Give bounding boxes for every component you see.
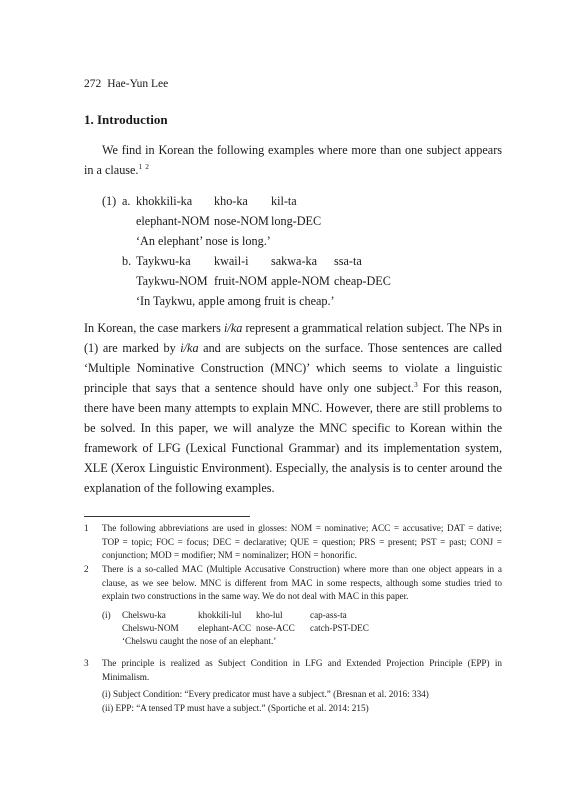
footnote-2-example-word-1: Chelswu-ka bbox=[122, 610, 166, 620]
footnote-1-text: The following abbreviations are used in glosses: NOM = nominative; ACC = accusative; DAT = dative; TOP = topic; FOC = focus; DEC = declarative; QUE = question; PRS = present; PST = past; CONJ = conjunction; MOD = modifier; NM = nominalizer; HON = honorific. bbox=[102, 523, 502, 560]
footnote-2-example-gloss-4: catch-PST-DEC bbox=[310, 623, 369, 633]
body-paragraph bbox=[84, 318, 502, 498]
example-1a-word-3: kil-ta bbox=[271, 194, 297, 208]
example-1a-word-2: kho-ka bbox=[214, 194, 248, 208]
footnote-2-number: 2 bbox=[84, 564, 89, 574]
example-1b-gloss-3: apple-NOM bbox=[271, 274, 330, 288]
footnote-2-example-gloss-2: elephant-ACC bbox=[198, 623, 252, 633]
footnote-2-example-label: (i) bbox=[102, 610, 111, 620]
footnote-divider bbox=[84, 516, 250, 517]
example-1b-gloss-4: cheap-DEC bbox=[334, 274, 391, 288]
example-1b-word-2: kwail-i bbox=[214, 254, 249, 268]
para-text-3: and are subjects on the surface. Those sentences are called ‘Multiple Nominative Construction (MNC)’ which seems to violate a linguistic principle that says that a sentence should have only one subject. bbox=[84, 341, 502, 395]
footnote-2-example-word-3: kho-lul bbox=[256, 610, 283, 620]
intro-paragraph bbox=[84, 140, 502, 180]
running-header bbox=[84, 78, 168, 90]
footnote-1 bbox=[84, 522, 502, 563]
intro-text: We find in Korean the following examples where more than one subject appears in a clause. bbox=[84, 143, 502, 177]
footnote-2-text: There is a so-called MAC (Multiple Accusative Construction) where more than one object appears in a clause, as we see below. MNC is different from MAC in some respects, although some studies tried to explain two constructions in the same way. We do not deal with MAC in this paper. bbox=[102, 564, 502, 601]
footnote-3-number: 3 bbox=[84, 658, 89, 668]
author-name: Hae-Yun Lee bbox=[107, 78, 169, 90]
example-1a-label: a. bbox=[122, 194, 131, 208]
example-1b-word-3: sakwa-ka bbox=[271, 254, 318, 268]
example-1a-gloss-1: elephant-NOM bbox=[136, 214, 210, 228]
footnote-ref-2: 2 bbox=[145, 161, 150, 171]
footnote-2-example-word-2: khokkili-lul bbox=[198, 610, 242, 620]
page-number: 272 bbox=[84, 78, 102, 90]
footnote-3-subject-condition: (i) Subject Condition: “Every predicator must have a subject.” (Bresnan et al. 2016: 334) bbox=[102, 689, 429, 699]
footnote-1-number: 1 bbox=[84, 523, 89, 533]
footnote-ref-1: 1 bbox=[138, 161, 143, 171]
example-1-label: (1) bbox=[102, 194, 117, 208]
footnote-ref-3: 3 bbox=[414, 379, 418, 389]
footnote-2 bbox=[84, 563, 502, 604]
para-text-4: For this reason, there have been many attempts to explain MNC. However, there are still problems to be solved. In this paper, we will analyze the MNC specific to Korean within the framework of LFG (Lexical Functional Grammar) and its implementation system, XLE (Xerox Linguistic Environment). Especially, the analysis is to center around the explanation of the following examples. bbox=[84, 381, 502, 495]
example-1a-translation: ‘An elephant’ nose is long.’ bbox=[136, 234, 271, 248]
para-text-1: In Korean, the case markers bbox=[84, 321, 225, 335]
footnote-3-text: The principle is realized as Subject Condition in LFG and Extended Projection Principle (EPP) in Minimalism. bbox=[102, 658, 502, 682]
footnote-2-example-translation: ‘Chelswu caught the nose of an elephant.’ bbox=[122, 636, 277, 646]
example-1a-gloss-2: nose-NOM bbox=[214, 214, 269, 228]
case-marker-term-2: i/ka bbox=[180, 341, 199, 355]
footnote-2-example-gloss-3: nose-ACC bbox=[256, 623, 295, 633]
footnote-3-epp: (ii) EPP: “A tensed TP must have a subject.” (Sportiche et al. 2014: 215) bbox=[102, 703, 369, 713]
example-1b-gloss-2: fruit-NOM bbox=[214, 274, 268, 288]
footnote-2-example-word-4: cap-ass-ta bbox=[310, 610, 347, 620]
footnote-2-example-gloss-1: Chelswu-NOM bbox=[122, 623, 179, 633]
example-1a-gloss-3: long-DEC bbox=[271, 214, 322, 228]
section-title: 1. Introduction bbox=[84, 112, 168, 127]
para-text-2: represent a grammatical relation subject. The NPs in (1) are marked by bbox=[84, 321, 502, 355]
example-1b-word-1: Taykwu-ka bbox=[136, 254, 191, 268]
example-1a-word-1: khokkili-ka bbox=[136, 194, 193, 208]
example-1b-translation: ‘In Taykwu, apple among fruit is cheap.’ bbox=[136, 294, 335, 308]
example-1b-gloss-1: Taykwu-NOM bbox=[136, 274, 208, 288]
footnote-3 bbox=[84, 657, 502, 684]
example-1b-label: b. bbox=[122, 254, 132, 268]
example-1b-word-4: ssa-ta bbox=[334, 254, 362, 268]
case-marker-term: i/ka bbox=[224, 321, 243, 335]
